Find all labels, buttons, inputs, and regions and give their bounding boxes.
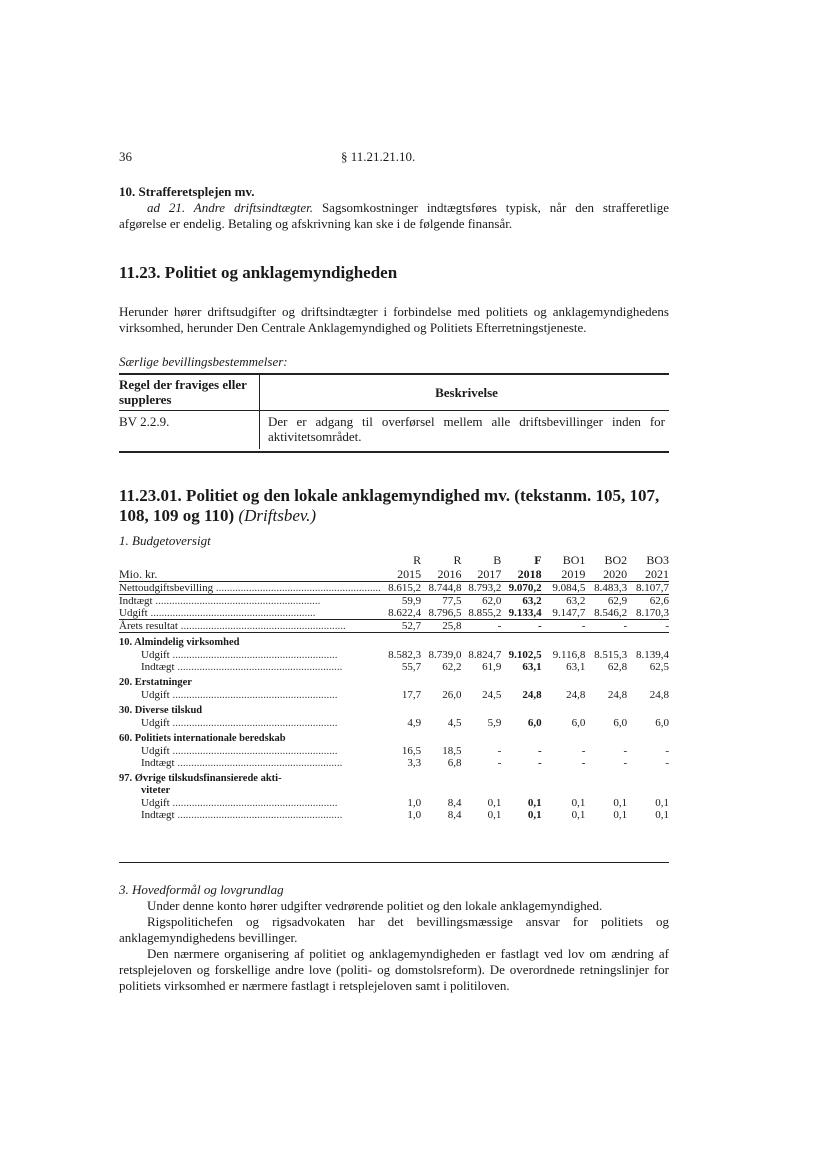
value-cell — [461, 701, 501, 717]
hovedformaal-heading: 3. Hovedformål og lovgrundlag — [119, 882, 284, 897]
col-header-top: BO1 — [562, 553, 586, 567]
col-header-top: BO3 — [646, 553, 669, 567]
col-header-year: 2017 — [477, 567, 502, 581]
hovedformaal-paragraph-2: Rigspolitichefen og rigsadvokaten har det bevillingsmæssige ansvar for politiets og anklagemyndighedens bevillinger. — [119, 914, 669, 945]
col-header-top: BO2 — [604, 553, 628, 567]
value-cell: 5,9 — [487, 717, 502, 729]
row-label-text: Indtægt — [119, 595, 153, 607]
budget-table-bottom-rule — [119, 862, 669, 863]
leader-dots: ............................................................ — [174, 661, 343, 673]
value-cell — [501, 769, 541, 785]
budget-row — [119, 620, 669, 633]
value-cell: 9.084,5 — [542, 582, 586, 595]
row-label-text: Indtægt — [141, 661, 175, 673]
col-header-year: 2018 — [517, 567, 542, 581]
col-header-year: 2021 — [645, 567, 669, 581]
value-cell — [461, 785, 501, 797]
value-cell — [585, 729, 627, 745]
row-label — [119, 757, 381, 769]
value-cell: 6,0 — [527, 717, 542, 729]
row-label — [119, 797, 381, 809]
row-label-text: 60. Politiets internationale beredskab — [119, 733, 286, 744]
hovedformaal-paragraph-3: Den nærmere organisering af politiet og anklagemyndigheden er fastlagt ved lov om ændring af retsplejeloven og forskellige andre love (politi- og domstolsreform). De overordnede retningslinjer for politiets virksomhed er nærmere fastlagt i retsplejeloven samt i politiloven. — [119, 946, 669, 993]
value-cell — [421, 701, 461, 717]
value-cell — [542, 701, 586, 717]
group-label — [119, 769, 381, 785]
value-cell — [381, 785, 421, 797]
value-cell: 26,0 — [442, 689, 462, 701]
value-cell — [585, 785, 627, 797]
value-cell — [627, 673, 669, 689]
value-cell: 6,0 — [655, 717, 669, 729]
value-cell: 24,8 — [607, 689, 628, 701]
leader-dots: ............................................................ — [213, 582, 381, 594]
leader-dots: ............................................................ — [169, 689, 338, 701]
group-label — [119, 785, 381, 797]
value-cell — [461, 673, 501, 689]
col-header-year: 2019 — [561, 567, 586, 581]
value-cell: 6,0 — [571, 717, 586, 729]
value-cell: 16,5 — [401, 745, 422, 757]
value-cell: 0,1 — [571, 797, 586, 809]
value-cell: - — [585, 620, 627, 633]
value-cell: 25,8 — [421, 620, 461, 633]
budget-group-row — [119, 729, 669, 745]
value-cell: 8.744,8 — [421, 582, 461, 595]
value-cell — [501, 633, 541, 650]
value-cell: - — [461, 620, 501, 633]
value-cell — [461, 729, 501, 745]
value-cell: 61,9 — [482, 661, 502, 673]
value-cell: 8.796,5 — [428, 607, 462, 619]
group-label — [119, 701, 381, 717]
col-header-year: 2015 — [397, 567, 422, 581]
strafferet-section — [119, 184, 669, 232]
row-label-text: Indtægt — [141, 809, 175, 821]
leader-dots: ............................................................ — [169, 717, 338, 729]
value-cell: 0,1 — [527, 797, 542, 809]
value-cell: 9.102,5 — [508, 649, 542, 661]
leader-dots: ............................................................ — [169, 797, 338, 809]
row-label — [119, 595, 381, 608]
row-label-text: 20. Erstatninger — [119, 677, 192, 688]
value-cell: 62,5 — [649, 661, 669, 673]
value-cell: 1,0 — [407, 809, 422, 821]
value-cell — [627, 785, 669, 797]
value-cell: 8.107,7 — [627, 582, 669, 595]
value-cell: 55,7 — [401, 661, 422, 673]
leader-dots: ............................................................ — [177, 620, 346, 632]
value-cell: 8.622,4 — [388, 607, 422, 619]
section-11-23-text: Herunder hører driftsudgifter og driftsindtægter i forbindelse med politiets og anklagemyndighedens virksomhed, herunder Den Centrale Anklagemyndighed og Politiets Efterretningstjeneste. — [119, 304, 669, 335]
rules-table — [119, 374, 669, 449]
row-label-text: Indtægt — [141, 757, 175, 769]
value-cell: 0,1 — [527, 809, 542, 821]
value-cell — [585, 633, 627, 650]
value-cell: 24,8 — [522, 689, 542, 701]
value-cell: 9.070,2 — [501, 582, 541, 595]
budget-row — [119, 661, 669, 673]
budget-row — [119, 809, 669, 821]
col-header-top: B — [493, 553, 502, 567]
leader-dots: ............................................................ — [174, 809, 343, 821]
rules-col2-header: Beskrivelse — [260, 374, 670, 411]
value-cell: 8.855,2 — [468, 607, 502, 619]
value-cell — [501, 701, 541, 717]
budget-header-row-top — [119, 553, 669, 567]
value-cell: 0,1 — [655, 797, 669, 809]
value-cell: 9.133,4 — [508, 607, 542, 619]
value-cell: - — [581, 757, 586, 769]
value-cell — [542, 785, 586, 797]
row-label-text: Udgift — [141, 689, 170, 701]
special-provisions-label: Særlige bevillingsbestemmelser: — [119, 354, 288, 369]
budget-row — [119, 689, 669, 701]
row-label-text: viteter — [141, 785, 171, 796]
row-label — [119, 620, 381, 633]
value-cell — [421, 633, 461, 650]
value-cell — [501, 673, 541, 689]
value-cell: 8,4 — [447, 809, 462, 821]
leader-dots: ............................................................ — [147, 607, 316, 619]
value-cell: 8.582,3 — [388, 649, 422, 661]
row-label-text: 30. Diverse tilskud — [119, 705, 203, 716]
value-cell: 0,1 — [613, 809, 628, 821]
value-cell: 63,2 — [501, 595, 541, 608]
value-cell: - — [581, 745, 586, 757]
value-cell: - — [537, 757, 542, 769]
budget-header-row-bottom — [119, 567, 669, 582]
budget-row — [119, 797, 669, 809]
section-reference: § 11.21.21.10. — [341, 149, 416, 164]
value-cell: 4,9 — [407, 717, 422, 729]
hovedformaal-paragraph-1: Under denne konto hører udgifter vedrørende politiet og den lokale anklagemyndighed. — [147, 898, 603, 913]
strafferet-paragraph — [119, 200, 669, 232]
unit-label: Mio. kr. — [119, 567, 158, 581]
value-cell: 0,1 — [655, 809, 669, 821]
value-cell: 62,2 — [442, 661, 462, 673]
row-label — [119, 649, 381, 661]
row-label — [119, 607, 381, 620]
value-cell: 18,5 — [442, 745, 462, 757]
section-11-23-heading: 11.23. Politiet og anklagemyndigheden — [119, 263, 398, 282]
strafferet-ad-label: ad 21. Andre driftsindtægter. — [147, 200, 314, 215]
rules-col1-header: Regel der fraviges eller suppleres — [119, 374, 260, 411]
leader-dots: ............................................................ — [169, 745, 338, 757]
row-label — [119, 745, 381, 757]
value-cell: 0,1 — [571, 809, 586, 821]
value-cell: 8.139,4 — [636, 649, 669, 661]
value-cell — [381, 769, 421, 785]
budget-row — [119, 595, 669, 608]
value-cell — [585, 701, 627, 717]
value-cell — [501, 729, 541, 745]
budget-overview-label: 1. Budgetoversigt — [119, 533, 211, 548]
group-label — [119, 673, 381, 689]
budget-row — [119, 717, 669, 729]
row-label — [119, 582, 381, 595]
value-cell: 62,6 — [627, 595, 669, 608]
value-cell: - — [623, 757, 628, 769]
budget-group-row — [119, 633, 669, 650]
value-cell: 24,8 — [649, 689, 669, 701]
value-cell — [381, 633, 421, 650]
rules-table-bottom-rule — [119, 451, 669, 453]
value-cell: 77,5 — [421, 595, 461, 608]
value-cell: 63,2 — [542, 595, 586, 608]
budget-table — [119, 553, 669, 821]
rules-table-row — [119, 411, 669, 450]
value-cell — [421, 729, 461, 745]
budget-group-row — [119, 673, 669, 689]
row-label-text: 97. Øvrige tilskudsfinansierede akti- — [119, 773, 282, 784]
value-cell: 9.116,8 — [552, 649, 586, 661]
row-label-text: 10. Almindelig virksomhed — [119, 637, 240, 648]
strafferet-heading: 10. Strafferetsplejen mv. — [119, 184, 255, 199]
value-cell — [542, 769, 586, 785]
row-label-text: Udgift — [141, 745, 170, 757]
value-cell: 63,1 — [566, 661, 586, 673]
value-cell: - — [665, 745, 669, 757]
row-label-text: Udgift — [119, 607, 148, 619]
value-cell: - — [497, 745, 502, 757]
section-11-23-01-title: 11.23.01. Politiet og den lokale anklagemyndighed mv. (tekstanm. 105, 107, 108, 109 og 110) — [119, 486, 660, 525]
value-cell: - — [623, 745, 628, 757]
strafferet-text: Sagsomkostninger indtægtsføres typisk, når den strafferetlige afgørelse er endelig. Betaling og afskrivning kan ske i de følgende finansår. — [119, 200, 670, 231]
value-cell — [381, 673, 421, 689]
value-cell: 63,1 — [522, 661, 542, 673]
rules-table-header — [119, 374, 669, 411]
value-cell — [627, 769, 669, 785]
value-cell — [542, 673, 586, 689]
value-cell: - — [665, 757, 669, 769]
value-cell — [461, 633, 501, 650]
value-cell: 62,9 — [585, 595, 627, 608]
budget-group-row — [119, 785, 669, 797]
value-cell: 52,7 — [381, 620, 421, 633]
col-header-year: 2016 — [437, 567, 462, 581]
value-cell — [627, 729, 669, 745]
value-cell: - — [497, 757, 502, 769]
value-cell: 8.483,3 — [585, 582, 627, 595]
rule-description: Der er adgang til overførsel mellem alle driftsbevillinger inden for aktivitetsområdet. — [260, 411, 670, 450]
section-11-23-01-heading — [119, 486, 669, 526]
value-cell: 24,5 — [482, 689, 502, 701]
value-cell: 8.515,3 — [594, 649, 628, 661]
leader-dots: ............................................................ — [152, 595, 321, 607]
value-cell: 59,9 — [381, 595, 421, 608]
value-cell: 8.739,0 — [428, 649, 462, 661]
value-cell: 8.546,2 — [594, 607, 628, 619]
value-cell — [461, 769, 501, 785]
value-cell: 62,8 — [607, 661, 628, 673]
budget-group-row — [119, 701, 669, 717]
hovedformaal-section — [119, 882, 669, 994]
value-cell — [542, 729, 586, 745]
budget-row — [119, 582, 669, 595]
value-cell: 3,3 — [407, 757, 422, 769]
section-11-23-01-suffix: (Driftsbev.) — [238, 506, 317, 525]
value-cell — [542, 633, 586, 650]
budget-group-row — [119, 769, 669, 785]
value-cell — [585, 769, 627, 785]
value-cell: 0,1 — [487, 797, 502, 809]
value-cell: 6,8 — [447, 757, 462, 769]
value-cell — [381, 729, 421, 745]
value-cell: 8.824,7 — [468, 649, 502, 661]
col-header-top: R — [453, 553, 462, 567]
value-cell: 17,7 — [401, 689, 422, 701]
value-cell — [421, 785, 461, 797]
value-cell — [381, 701, 421, 717]
budget-row — [119, 607, 669, 620]
row-label-text: Nettoudgiftsbevilling — [119, 582, 214, 594]
budget-row — [119, 649, 669, 661]
value-cell — [421, 769, 461, 785]
row-label-text: Udgift — [141, 797, 170, 809]
col-header-top: R — [413, 553, 422, 567]
col-header-top: F — [534, 553, 542, 567]
value-cell: 4,5 — [447, 717, 462, 729]
value-cell: 62,0 — [461, 595, 501, 608]
budget-row — [119, 757, 669, 769]
value-cell: 8,4 — [447, 797, 462, 809]
row-label-text: Udgift — [141, 649, 170, 661]
value-cell: 6,0 — [613, 717, 628, 729]
budget-row — [119, 745, 669, 757]
row-label-text: Årets resultat — [119, 620, 178, 632]
value-cell: 0,1 — [613, 797, 628, 809]
value-cell: 8.793,2 — [461, 582, 501, 595]
page-number: 36 — [119, 149, 132, 164]
leader-dots: ............................................................ — [174, 757, 343, 769]
row-label — [119, 717, 381, 729]
value-cell: 8.615,2 — [381, 582, 421, 595]
row-label — [119, 661, 381, 673]
value-cell — [585, 673, 627, 689]
value-cell — [501, 785, 541, 797]
leader-dots: ............................................................ — [169, 649, 338, 661]
value-cell: - — [542, 620, 586, 633]
value-cell — [421, 673, 461, 689]
value-cell: 1,0 — [407, 797, 422, 809]
value-cell — [627, 701, 669, 717]
value-cell — [627, 633, 669, 650]
value-cell: - — [537, 745, 542, 757]
group-label — [119, 729, 381, 745]
value-cell: 0,1 — [487, 809, 502, 821]
value-cell: - — [501, 620, 541, 633]
col-header-year: 2020 — [603, 567, 628, 581]
group-label — [119, 633, 381, 650]
value-cell: - — [627, 620, 669, 633]
value-cell: 24,8 — [566, 689, 586, 701]
value-cell: 9.147,7 — [552, 607, 586, 619]
value-cell: 8.170,3 — [636, 607, 669, 619]
row-label — [119, 809, 381, 821]
rule-cell: BV 2.2.9. — [119, 414, 170, 429]
row-label-text: Udgift — [141, 717, 170, 729]
row-label — [119, 689, 381, 701]
